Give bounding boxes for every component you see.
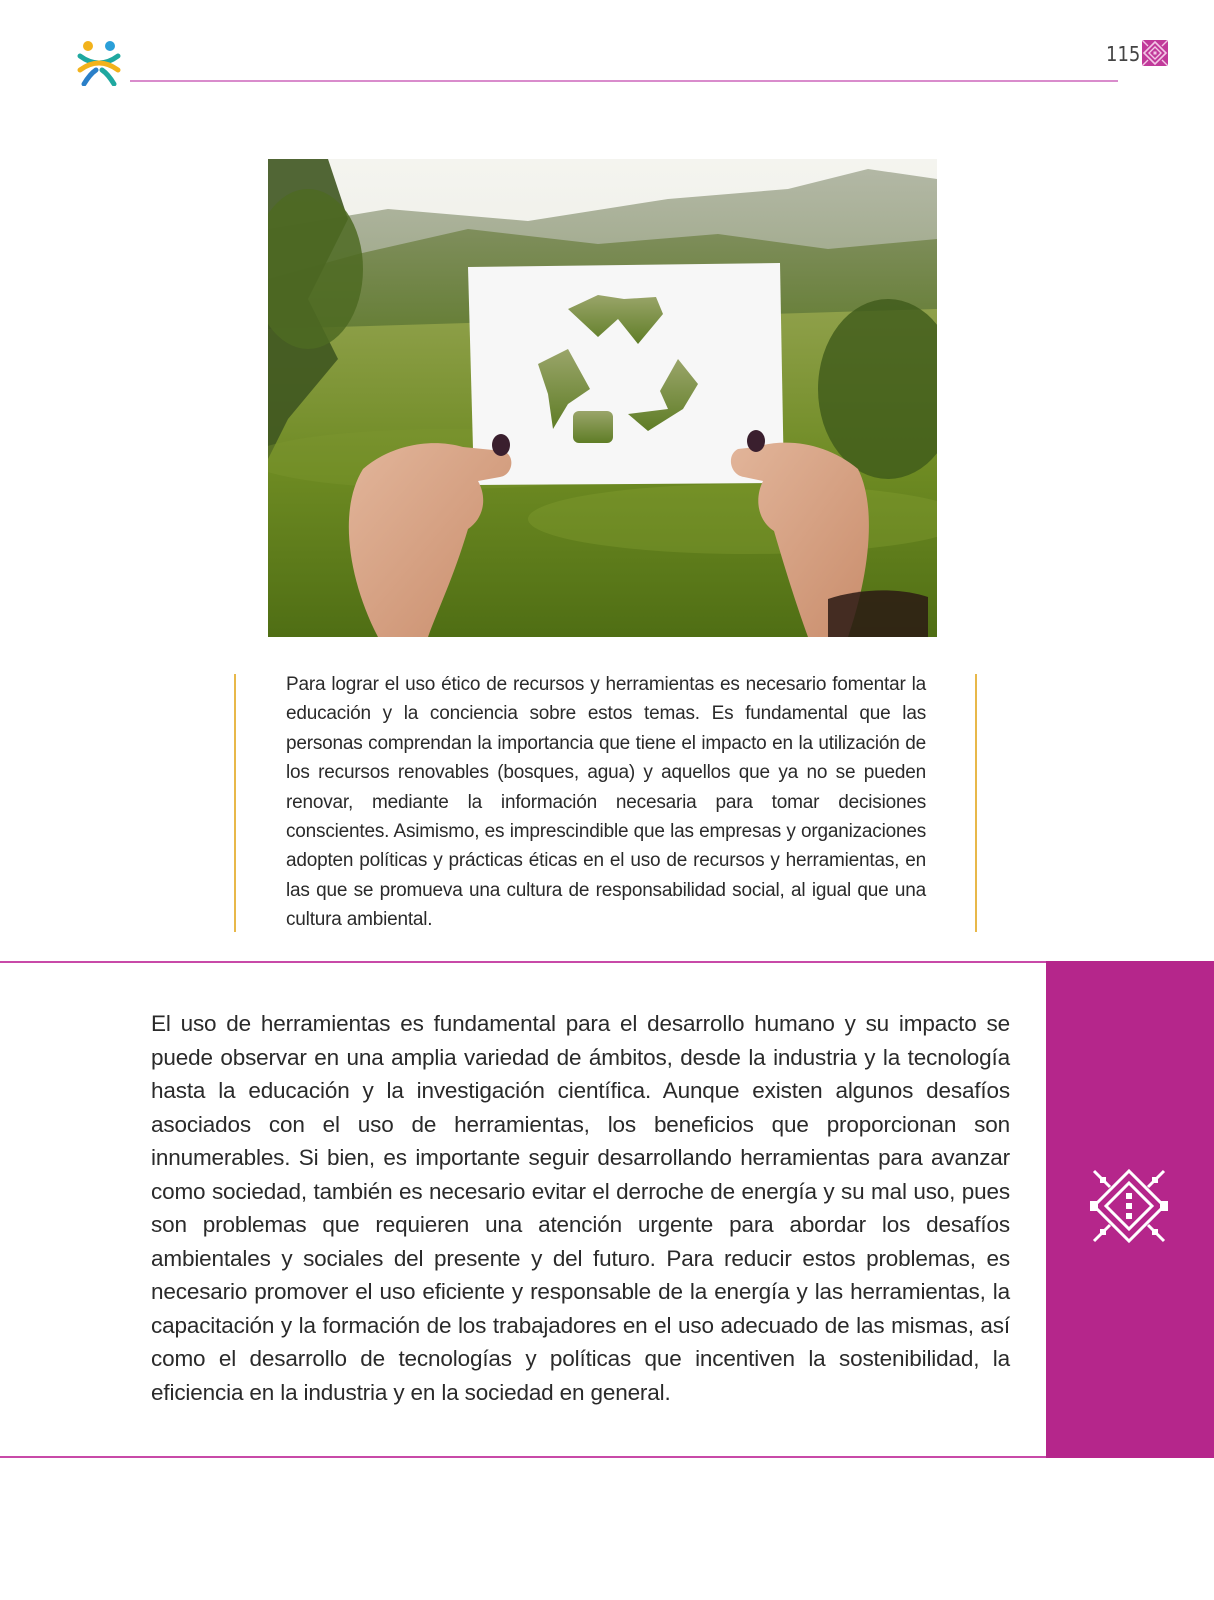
section-rule-top bbox=[0, 961, 1046, 963]
section-rule-bottom bbox=[0, 1456, 1046, 1458]
caption-bar-right bbox=[975, 674, 977, 932]
header-rule bbox=[130, 80, 1118, 82]
body-paragraph: El uso de herramientas es fundamental para el desarrollo humano y su impacto se puede observar en una amplia variedad de ámbitos, desde la industria y la tecnología hasta la educación y la investigación científica. Aunque existen algunos desafíos asociados con el uso de herramientas, los beneficios que proporcionan son innumerables. Si bien, es importante seguir desarrollando herramientas para avanzar como sociedad, también es necesario evitar el derroche de energía y su mal uso, pues son problemas que requieren una atención urgente para abordar los desafíos ambientales y sociales del presente y del futuro. Para reducir estos problemas, es necesario promover el uso eficiente y responsable de la energía y las herramientas, la capacitación y la formación de los trabajadores en el uso adecuado de las mismas, así como el desarrollo de tecnologías y políticas que incentiven la sostenibilidad, la eficiencia en la industria y en la sociedad en general. bbox=[151, 1011, 1010, 1405]
page-number: 115 bbox=[1106, 42, 1141, 66]
embroidery-motif-icon bbox=[1090, 1167, 1168, 1245]
intertwined-figures-logo-icon bbox=[76, 40, 122, 86]
recycle-photo bbox=[268, 159, 937, 637]
figure-caption: Para lograr el uso ético de recursos y herramientas es necesario fomentar la educación y la conciencia sobre estos temas. Es fundamental que las personas comprendan la importancia que tiene el impacto en la utilización de los recursos renovables (bosques, agua) y aquellos que ya no se pueden renovar, mediante la información necesaria para tomar decisiones conscientes. Asimismo, es imprescindible que las empresas y organizaciones adopten políticas y prácticas éticas en el uso de recursos y herramientas, en las que se promueva una cultura de responsabilidad social, al igual que una cultura ambiental. bbox=[286, 674, 926, 931]
embroidery-motif-icon bbox=[1142, 40, 1168, 66]
caption-bar-left bbox=[234, 674, 236, 932]
